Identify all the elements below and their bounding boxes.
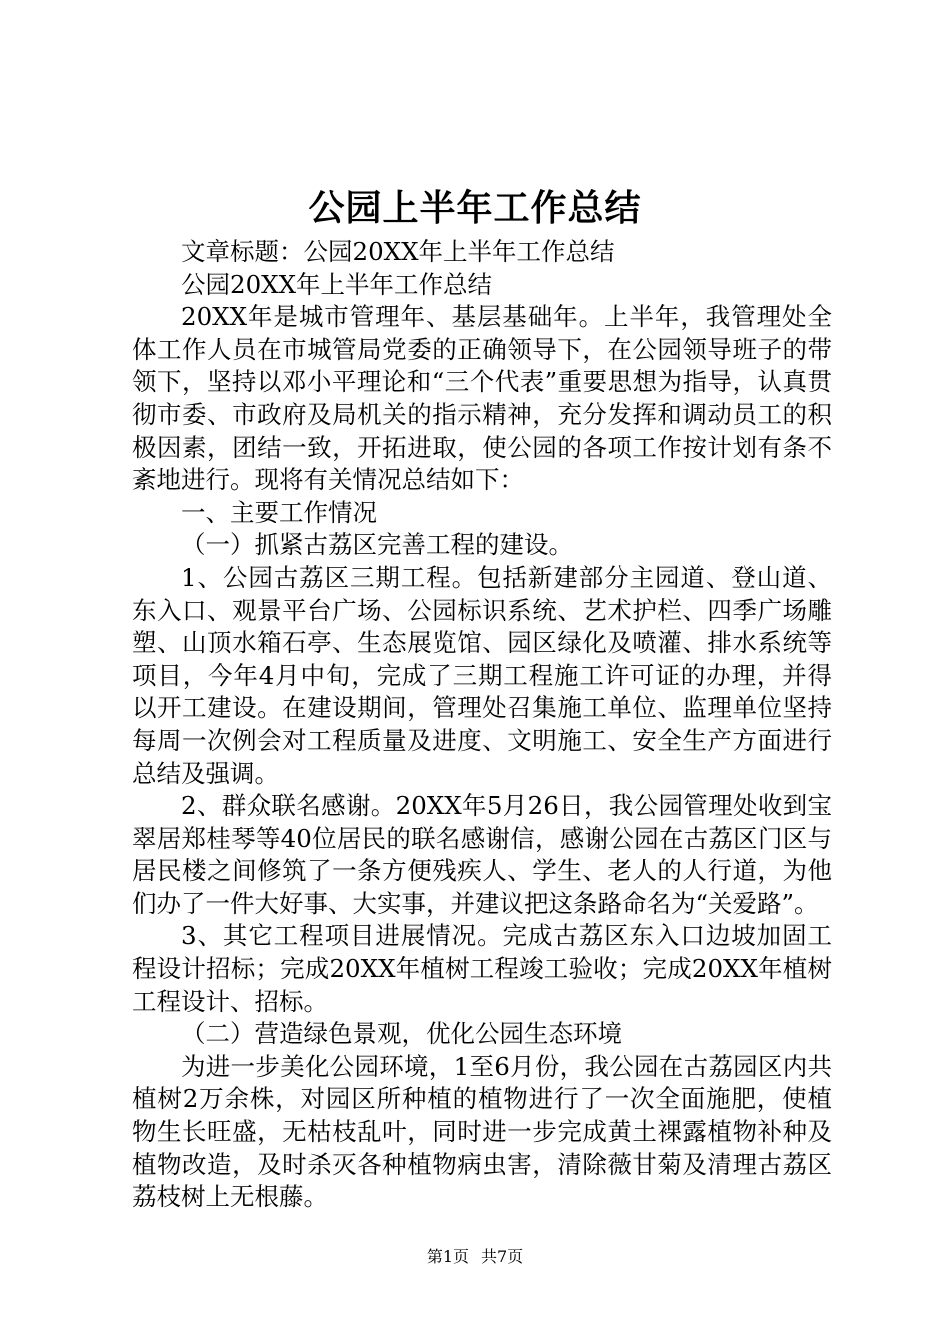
subtitle-line: 公园20XX年上半年工作总结 xyxy=(181,269,493,299)
page-total: 共7页 xyxy=(481,1247,524,1266)
intro-paragraph: 20XX年是城市管理年、基层基础年。上半年，我管理处全体工作人员在市城管局党委的正确领导下，在公园领导班子的带领下，坚持以邓小平理论和“三个代表”重要思想为指导，认真贯彻市委、市政府及局机关的指示精神，充分发挥和调动员工的积极因素，团结一致，开拓进取，使公园的各项工作按计划有条不紊地进行。现将有关情况总结如下： xyxy=(132,302,832,495)
subsection-heading-2: （二）营造绿色景观，优化公园生态环境 xyxy=(181,1019,622,1049)
section-heading: 一、主要工作情况 xyxy=(181,497,377,527)
paragraph-item-3: 3、其它工程项目进展情况。完成古荔区东入口边坡加固工程设计招标；完成20XX年植树工程竣工验收；完成20XX年植树工程设计、招标。 xyxy=(132,921,832,1016)
page-number: 第1页 xyxy=(426,1247,469,1266)
document-body xyxy=(132,236,832,1214)
greening-paragraph: 为进一步美化公园环境，1至6月份，我公园在古荔园区内共植树2万余株，对园区所种植的植物进行了一次全面施肥，使植物生长旺盛，无枯枝乱叶，同时进一步完成黄土裸露植物补种及植物改造，及时杀灭各种植物病虫害，清除薇甘菊及清理古荔区荔枝树上无根藤。 xyxy=(132,1051,832,1212)
document-title: 公园上半年工作总结 xyxy=(308,187,642,229)
page-footer xyxy=(0,1245,950,1269)
paragraph-item-2: 2、群众联名感谢。20XX年5月26日，我公园管理处收到宝翠居郑桂琴等40位居民的联名感谢信，感谢公园在古荔区门区与居民楼之间修筑了一条方便残疾人、学生、老人的人行道，为他们办了一件大好事、大实事，并建议把这条路命名为“关爱路”。 xyxy=(132,791,832,918)
subsection-heading-1: （一）抓紧古荔区完善工程的建设。 xyxy=(181,530,573,560)
paragraph-item-1: 1、公园古荔区三期工程。包括新建部分主园道、登山道、东入口、观景平台广场、公园标识系统、艺术护栏、四季广场雕塑、山顶水箱石亭、生态展览馆、园区绿化及喷灌、排水系统等项目，今年4月中旬，完成了三期工程施工许可证的办理，并得以开工建设。在建设期间，管理处召集施工单位、监理单位坚持每周一次例会对工程质量及进度、文明施工、安全生产方面进行总结及强调。 xyxy=(132,562,832,788)
article-title-line: 文章标题：公园20XX年上半年工作总结 xyxy=(181,237,615,266)
